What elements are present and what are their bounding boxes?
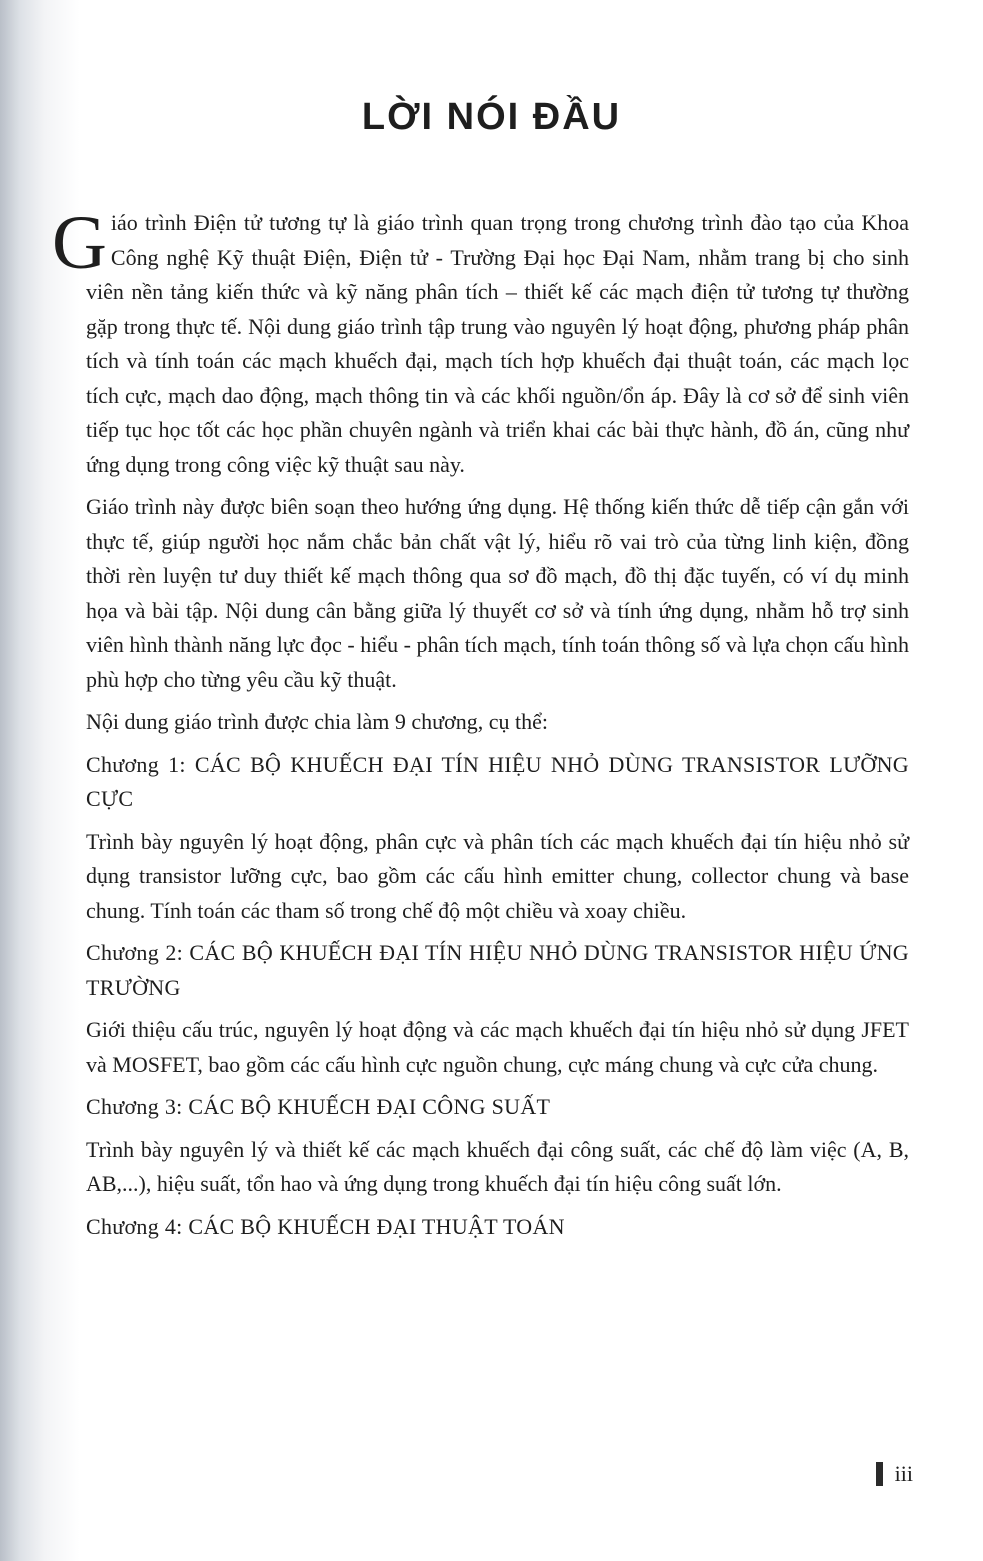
chapter-4-title: Chương 4: CÁC BỘ KHUẾCH ĐẠI THUẬT TOÁN [86,1213,565,1239]
page-footer [876,1461,913,1487]
paragraph-chapters-intro: Nội dung giáo trình được chia làm 9 chương, cụ thể: [86,709,548,734]
page-number: iii [894,1461,913,1486]
intro-paragraph [52,201,909,482]
page-title: LỜI NÓI ĐẦU [361,96,622,138]
drop-cap: G [52,201,107,285]
chapter-3-desc: Trình bày nguyên lý và thiết kế các mạch khuếch đại công suất, các chế độ làm việc (A, B, AB,...), hiệu suất, tổn hao và ứng dụng trong khuếch đại tín hiệu công suất lớn. [86,1136,909,1196]
chapter-2-desc: Giới thiệu cấu trúc, nguyên lý hoạt động và các mạch khuếch đại tín hiệu nhỏ sử dụng JFET và MOSFET, bao gồm các cấu hình cực nguồn chung, cực máng chung và cực cửa chung. [86,1017,909,1077]
footer-bar-marker [876,1462,883,1486]
chapter-2-title: Chương 2: CÁC BỘ KHUẾCH ĐẠI TÍN HIỆU NHỎ DÙNG TRANSISTOR HIỆU ỨNG TRƯỜNG [86,940,909,1000]
chapter-1-title: Chương 1: CÁC BỘ KHUẾCH ĐẠI TÍN HIỆU NHỎ DÙNG TRANSISTOR LƯỠNG CỰC [86,751,909,811]
paragraph-approach: Giáo trình này được biên soạn theo hướng ứng dụng. Hệ thống kiến thức dễ tiếp cận gắn với thực tế, giúp người học nắm chắc bản chất vật lý, hiểu rõ vai trò của từng linh kiện, đồng thời rèn luyện tư duy thiết kế mạch thông qua sơ đồ mạch, đồ thị đặc tuyến, có ví dụ minh họa và bài tập. Nội dung cân bằng giữa lý thuyết cơ sở và tính ứng dụng, nhằm hỗ trợ sinh viên hình thành năng lực đọc - hiểu - phân tích mạch, tính toán thông số và lựa chọn cấu hình phù hợp cho từng yêu cầu kỹ thuật. [86,494,909,692]
chapter-3-title: Chương 3: CÁC BỘ KHUẾCH ĐẠI CÔNG SUẤT [86,1094,551,1119]
chapter-1-desc: Trình bày nguyên lý hoạt động, phân cực và phân tích các mạch khuếch đại tín hiệu nhỏ sử dụng transistor lưỡng cực, bao gồm các cấu hình emitter chung, collector chung và base chung. Tính toán các tham số trong chế độ một chiều và xoay chiều. [86,828,909,923]
intro-text: iáo trình Điện tử tương tự là giáo trình quan trọng trong chương trình đào tạo của Khoa Công nghệ Kỹ thuật Điện, Điện tử - Trường Đại học Đại Nam, nhằm trang bị cho sinh viên nền tảng kiến thức và kỹ năng phân tích – thiết kế các mạch điện tử tương tự thường gặp trong thực tế. Nội dung giáo trình tập trung vào nguyên lý hoạt động, phương pháp phân tích và tính toán các mạch khuếch đại, mạch tích hợp khuếch đại thuật toán, các mạch lọc tích cực, mạch dao động, mạch thông tin và các khối nguồn/ổn áp. Đây là cơ sở để sinh viên tiếp tục học tốt các học phần chuyên ngành và triển khai các bài thực hành, đồ án, cũng như ứng dụng trong công việc kỹ thuật sau này. [86,210,909,477]
body-text [52,201,909,1252]
